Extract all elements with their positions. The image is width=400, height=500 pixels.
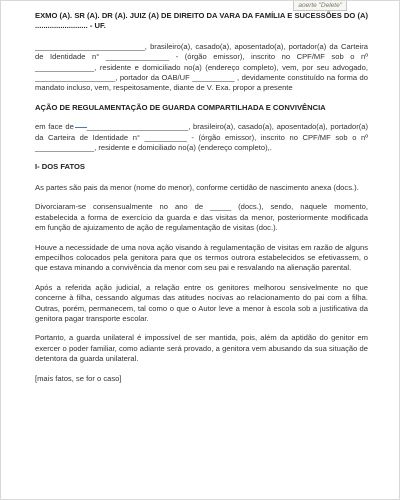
delete-tooltip: aoerte "Delete": [293, 1, 347, 11]
plaintiff-qualification: __________________________, brasileiro(a), casado(a), aposentado(a), portador(a) da Carteira de Identidade n° _______________ - (órgão emissor), inscrito no CPF/MF sob o nº ______________, residente e domiciliado no(a) (endereço completo), vem, por seu advogado, ___________________, portador da OAB/UF __________ , devidamente constituído na forma do mandato incluso, vem, respeitosamente, diante de V. Exa. propor a presente: [35, 41, 368, 93]
paragraph: Houve a necessidade de uma nova ação visando à regulamentação de visitas em razão de alguns empecilhos colocados pela genitora para que os termos outrora estabelecidos se efetivassem, o que estava minando a convivência da menor com seu pai e resvalando na alienação parental.: [35, 242, 368, 273]
defendant-qualification: [35, 122, 368, 153]
section-title: I- DOS FATOS: [35, 162, 85, 172]
defendant-text: ________________________, brasileiro(a), casado(a), aposentado(a), portador(a) da Carteira de Identidade n° __________ - (órgão emissor), inscrito no CPF/MF sob o nº ______________, residente e domiciliado no(a) (endereço completo),.: [35, 122, 368, 153]
court-header: EXMO (A). SR (A). DR (A). JUIZ (A) DE DIREITO DA VARA DA FAMÍLIA E SUCESSÕES DO (A) ......................... - UF.: [35, 11, 368, 31]
paragraph: Portanto, a guarda unilateral é impossível de ser mantida, pois, além da aptidão do genitor em exercer o poder familiar, como adiante será provado, a genitora vem abusando da sua situação de detentora da guarda unilateral.: [35, 333, 368, 364]
text-cursor: [75, 127, 87, 128]
paragraph: Após a referida ação judicial, a relação entre os genitores melhorou sensivelmente no que concerne à filha, cessando algumas das atitudes nocivas ao relacionamento do pai com a filha. Outras, porém, permanecem, tal como o que o Autor leve a menor à escola sob a justificativa da genitora pagar transporte escolar.: [35, 282, 368, 323]
paragraph: As partes são pais da menor (nome do menor), conforme certidão de nascimento anexa (docs.).: [35, 182, 359, 192]
action-title: AÇÃO DE REGULAMENTAÇÃO DE GUARDA COMPARTILHADA E CONVIVÊNCIA: [35, 102, 326, 112]
document-body: [35, 11, 368, 393]
defendant-prefix: em face de: [35, 122, 74, 132]
paragraph: Divorciaram-se consensualmente no ano de _____ (docs.), sendo, naquele momento, estabelecida a forma de exercício da guarda e das visitas da menor, posteriormente modificada em função de ajuizamento de ação de regulamentação de visitas (doc.).: [35, 202, 368, 233]
paragraph: [mais fatos, se for o caso]: [35, 373, 122, 383]
